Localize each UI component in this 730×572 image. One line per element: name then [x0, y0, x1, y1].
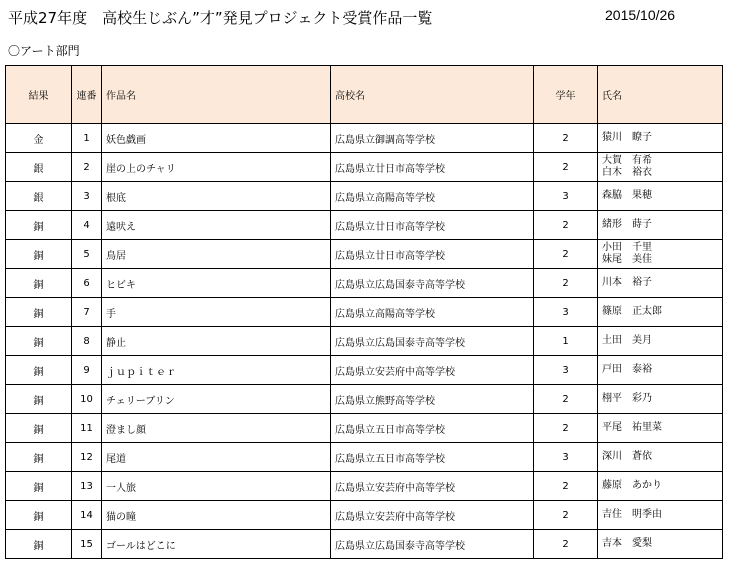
cell-result: 銅	[6, 240, 72, 269]
document-date: 2015/10/26	[605, 7, 676, 23]
table-row	[6, 211, 723, 240]
table-row	[6, 356, 723, 385]
cell-grade: 2	[534, 269, 598, 298]
cell-school: 広島県立廿日市高等学校	[331, 240, 534, 269]
cell-student-name	[598, 472, 723, 501]
table-row	[6, 472, 723, 501]
table-row	[6, 385, 723, 414]
student-name: 妹尾 美佳	[602, 254, 652, 265]
cell-school: 広島県立高陽高等学校	[331, 182, 534, 211]
cell-student-name	[598, 530, 723, 559]
student-name: 土田 美月	[602, 335, 652, 346]
cell-work-title: 根底	[102, 182, 331, 211]
awards-table	[5, 65, 723, 559]
cell-work-title: 澄まし顔	[102, 414, 331, 443]
table-row	[6, 443, 723, 472]
student-name: 栩平 彩乃	[602, 393, 652, 404]
cell-work-title: 尾道	[102, 443, 331, 472]
cell-school: 広島県立安芸府中高等学校	[331, 356, 534, 385]
cell-student-name	[598, 240, 723, 269]
student-name: 篠原 正太郎	[602, 306, 662, 317]
cell-result: 銅	[6, 472, 72, 501]
column-header-school: 高校名	[331, 66, 534, 124]
cell-school: 広島県立廿日市高等学校	[331, 153, 534, 182]
cell-work-title: ヒビキ	[102, 269, 331, 298]
cell-result: 銀	[6, 182, 72, 211]
table-row	[6, 124, 723, 153]
cell-student-name	[598, 124, 723, 153]
cell-school: 広島県立広島国泰寺高等学校	[331, 327, 534, 356]
column-header-name: 氏名	[598, 66, 723, 124]
table-row	[6, 269, 723, 298]
cell-grade: 3	[534, 443, 598, 472]
table-row	[6, 298, 723, 327]
table-row	[6, 153, 723, 182]
cell-student-name	[598, 153, 723, 182]
cell-school: 広島県立熊野高等学校	[331, 385, 534, 414]
student-name: 森脇 果穂	[602, 190, 652, 201]
cell-work-title: 遠吠え	[102, 211, 331, 240]
cell-school: 広島県立安芸府中高等学校	[331, 472, 534, 501]
cell-number: 13	[72, 472, 102, 501]
table-row	[6, 501, 723, 530]
student-name: 深川 蒼依	[602, 451, 652, 462]
cell-grade: 2	[534, 530, 598, 559]
student-name: 戸田 泰裕	[602, 364, 652, 375]
student-name: 平尾 祐里菜	[602, 422, 662, 433]
cell-number: 1	[72, 124, 102, 153]
cell-student-name	[598, 414, 723, 443]
cell-grade: 2	[534, 153, 598, 182]
cell-school: 広島県立広島国泰寺高等学校	[331, 530, 534, 559]
cell-number: 7	[72, 298, 102, 327]
student-name: 吉本 愛梨	[602, 538, 652, 549]
cell-work-title: ゴールはどこに	[102, 530, 331, 559]
table-row	[6, 240, 723, 269]
cell-school: 広島県立広島国泰寺高等学校	[331, 269, 534, 298]
column-header-number: 連番	[72, 66, 102, 124]
student-name: 大賀 有希	[602, 155, 652, 166]
cell-work-title: 崖の上のチャリ	[102, 153, 331, 182]
cell-school: 広島県立安芸府中高等学校	[331, 501, 534, 530]
cell-result: 銅	[6, 327, 72, 356]
cell-number: 6	[72, 269, 102, 298]
cell-result: 銅	[6, 298, 72, 327]
cell-result: 銅	[6, 414, 72, 443]
cell-grade: 2	[534, 414, 598, 443]
cell-grade: 2	[534, 472, 598, 501]
cell-work-title: 猫の瞳	[102, 501, 331, 530]
cell-student-name	[598, 298, 723, 327]
table-row	[6, 530, 723, 559]
cell-number: 10	[72, 385, 102, 414]
student-name: 白木 裕衣	[602, 167, 652, 178]
cell-student-name	[598, 211, 723, 240]
cell-work-title: 一人旅	[102, 472, 331, 501]
cell-school: 広島県立御調高等学校	[331, 124, 534, 153]
cell-number: 4	[72, 211, 102, 240]
cell-student-name	[598, 385, 723, 414]
cell-result: 銅	[6, 501, 72, 530]
cell-result: 銅	[6, 385, 72, 414]
cell-grade: 2	[534, 240, 598, 269]
cell-work-title: 妖色戯画	[102, 124, 331, 153]
cell-work-title: 鳥居	[102, 240, 331, 269]
cell-number: 3	[72, 182, 102, 211]
cell-student-name	[598, 501, 723, 530]
cell-grade: 2	[534, 501, 598, 530]
cell-result: 銅	[6, 530, 72, 559]
column-header-work: 作品名	[102, 66, 331, 124]
cell-result: 銀	[6, 153, 72, 182]
table-row	[6, 327, 723, 356]
cell-grade: 3	[534, 356, 598, 385]
cell-grade: 2	[534, 385, 598, 414]
cell-grade: 2	[534, 124, 598, 153]
table-header-row	[6, 66, 723, 124]
cell-school: 広島県立廿日市高等学校	[331, 211, 534, 240]
cell-school: 広島県立五日市高等学校	[331, 414, 534, 443]
student-name: 猿川 瞭子	[602, 132, 652, 143]
cell-number: 14	[72, 501, 102, 530]
cell-grade: 3	[534, 298, 598, 327]
cell-result: 金	[6, 124, 72, 153]
column-header-result: 結果	[6, 66, 72, 124]
section-heading: 〇アート部門	[8, 44, 80, 58]
cell-number: 5	[72, 240, 102, 269]
cell-number: 9	[72, 356, 102, 385]
cell-school: 広島県立五日市高等学校	[331, 443, 534, 472]
cell-student-name	[598, 327, 723, 356]
cell-student-name	[598, 356, 723, 385]
student-name: 小田 千里	[602, 242, 652, 253]
table-body	[6, 124, 723, 559]
cell-number: 12	[72, 443, 102, 472]
student-name: 吉住 明季由	[602, 509, 662, 520]
cell-student-name	[598, 182, 723, 211]
cell-number: 11	[72, 414, 102, 443]
cell-grade: 2	[534, 211, 598, 240]
cell-student-name	[598, 269, 723, 298]
cell-number: 8	[72, 327, 102, 356]
cell-work-title: ｊｕｐｉｔｅｒ	[102, 356, 331, 385]
cell-result: 銅	[6, 269, 72, 298]
cell-work-title: チェリーブリン	[102, 385, 331, 414]
student-name: 藤原 あかり	[602, 480, 662, 491]
cell-work-title: 静止	[102, 327, 331, 356]
cell-result: 銅	[6, 211, 72, 240]
cell-result: 銅	[6, 356, 72, 385]
page-title: 平成27年度 高校生じぶん”才”発見プロジェクト受賞作品一覧	[8, 9, 433, 27]
table-row	[6, 414, 723, 443]
student-name: 緒形 蒔子	[602, 219, 652, 230]
cell-result: 銅	[6, 443, 72, 472]
cell-number: 2	[72, 153, 102, 182]
cell-grade: 3	[534, 182, 598, 211]
table-row	[6, 182, 723, 211]
student-name: 川本 裕子	[602, 277, 652, 288]
column-header-grade: 学年	[534, 66, 598, 124]
cell-grade: 1	[534, 327, 598, 356]
cell-school: 広島県立高陽高等学校	[331, 298, 534, 327]
cell-student-name	[598, 443, 723, 472]
cell-number: 15	[72, 530, 102, 559]
cell-work-title: 手	[102, 298, 331, 327]
